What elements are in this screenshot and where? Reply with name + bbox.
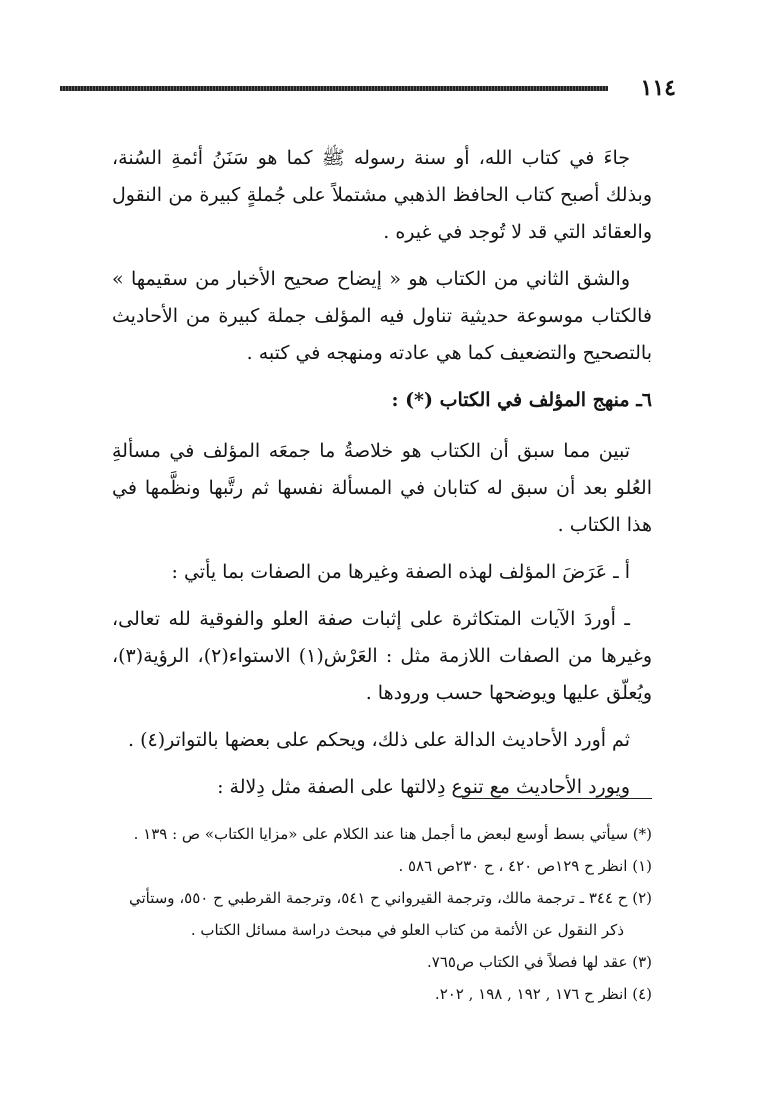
footnote-4: (٤) انظر ح ١٧٦ , ١٩٢ , ١٩٨ , ٢٠٢. (434, 985, 652, 1003)
paragraph-5: ـ أوردَ الآيات المتكاثرة على إثبات صفة العلو والفوقية لله تعالى، وغيرها من الصفات اللازمة مثل : العَرْش(١) الاستواء(٢)، الرؤية(٣)، ويُعلّق عليها ويوضحها حسب ورودها . (112, 608, 652, 704)
paragraph-7: ويورد الأحاديث مع تنوع دِلالتها على الصفة مثل دِلالة : (217, 776, 630, 798)
footnotes (112, 820, 652, 1012)
paragraph-3: تبين مما سبق أن الكتاب هو خلاصةُ ما جمعَه المؤلف في مسألةِ العُلو بعد أن سبق له كتابان في المسألة نفسها ثم رتَّبها ونظَّمها في هذا الكتاب . (112, 440, 652, 536)
footnote-2-continuation: ذكر النقول عن الأئمة من كتاب العلو في مبحث دراسة مسائل الكتاب . (190, 921, 624, 939)
header-rule (60, 86, 608, 91)
footnote-2: (٢) ح ٣٤٤ ـ ترجمة مالك، وترجمة القيرواني ح ٥٤١، وترجمة القرطبي ح ٥٥٠، وستأتي (128, 889, 652, 907)
paragraph-1: جاءَ في كتاب الله، أو سنة رسوله ﷺ كما هو سَنَنُ أئمةِ السُنة، وبذلك أصبح كتاب الحافظ الذهبي مشتملاً على جُملةٍ كبيرة من النقول والعقائد التي قد لا تُوجد في غيره . (112, 147, 652, 243)
page-number: ١١٤ (640, 75, 676, 101)
section-heading: ٦ـ منهج المؤلف في الكتاب (*) : (391, 389, 652, 411)
paragraph-4: أ ـ عَرَضَ المؤلف لهذه الصفة وغيرها من الصفات بما يأتي : (171, 561, 630, 583)
paragraph-2: والشق الثاني من الكتاب هو « إيضاح صحيح الأخبار من سقيمها » فالكتاب موسوعة حديثية تناول فيه المؤلف جملة كبيرة من الأحاديث بالتصحيح والتضعيف كما هي عادته ومنهجه في كتبه . (112, 268, 652, 364)
footnote-star: (*) سيأتي بسط أوسع لبعض ما أجمل هنا عند الكلام على «مزايا الكتاب» ص : ١٣٩ . (133, 825, 652, 843)
paragraph-6: ثم أورد الأحاديث الدالة على ذلك، ويحكم على بعضها بالتواتر(٤) . (128, 729, 630, 751)
main-text (112, 140, 652, 816)
page-header (60, 76, 676, 100)
footnote-1: (١) انظر ح ١٢٩ص ٤٢٠ ، ح ٢٣٠ص ٥٨٦ . (398, 857, 652, 875)
footnote-separator (462, 798, 652, 799)
footnote-3: (٣) عقد لها فصلاً في الكتاب ص٧٦٥. (427, 953, 652, 971)
